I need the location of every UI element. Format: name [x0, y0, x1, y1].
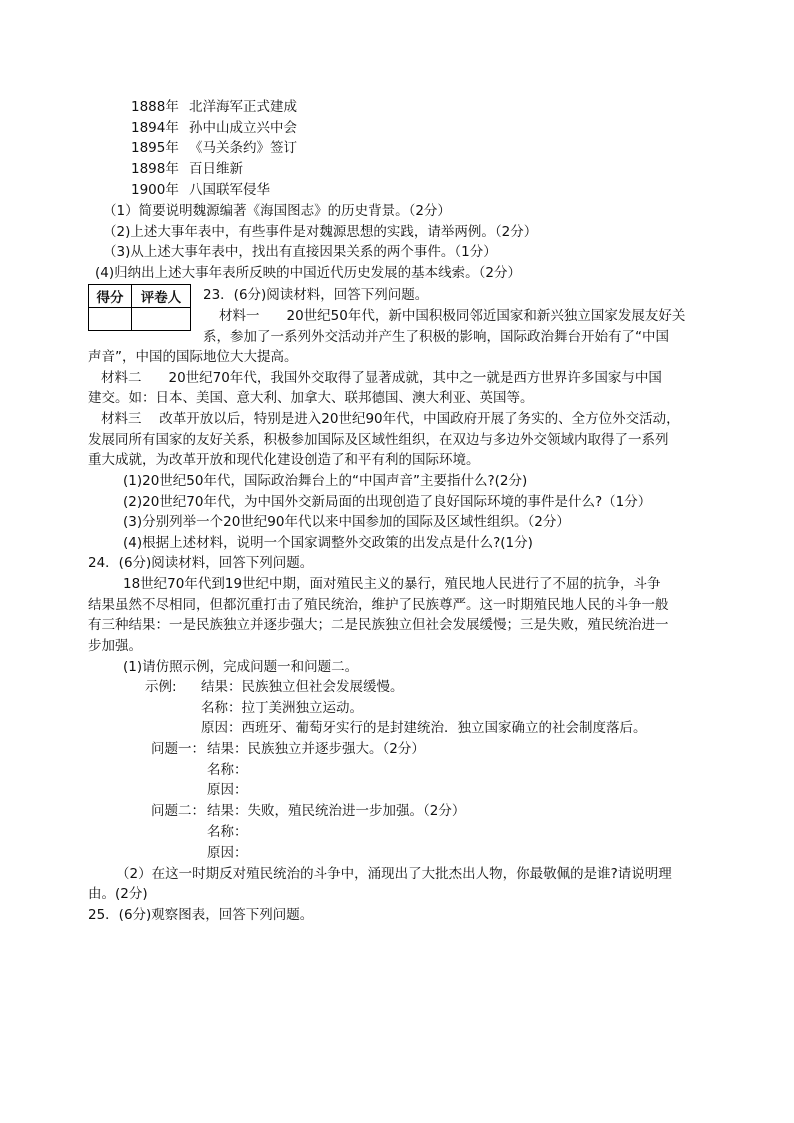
q24-paragraph: 有三种结果：一是民族独立并逐步强大；二是民族独立但社会发展缓慢；三是失败，殖民统治进一	[88, 617, 669, 633]
q24-paragraph: 结果虽然不尽相同，但都沉重打击了殖民统治，维护了民族尊严。这一时期殖民地人民的斗争一般	[88, 597, 669, 613]
problem-two-label: 问题二：	[151, 803, 205, 819]
q23-material1: 材料一 20世纪50年代，新中国积极同邻近国家和新兴独立国家发展友好关	[219, 308, 686, 324]
timeline-event: 百日维新	[189, 161, 243, 177]
example-reason: 原因：西班牙、葡萄牙实行的是封建统治．独立国家确立的社会制度落后。	[201, 720, 647, 736]
q23-sub1: (1)20世纪50年代，国际政治舞台上的“中国声音”主要指什么?(2分)	[123, 473, 528, 489]
q22-sub3: （3)从上述大事年表中，找出有直接因果关系的两个事件。（1分）	[103, 244, 497, 260]
problem-one-label: 问题一：	[151, 741, 205, 757]
q23-material1: 声音”，中国的国际地位大大提高。	[88, 349, 298, 365]
q23-material2: 建交。如：日本、美国、意大利、加拿大、联邦德国、澳大利亚、英国等。	[88, 390, 534, 406]
q23-sub2: (2)20世纪70年代，为中国外交新局面的出现创造了良好国际环境的事件是什么?（1分）	[123, 494, 652, 510]
q23-material1: 系，参加了一系列外交活动并产生了积极的影响，国际政治舞台开始有了“中国	[203, 329, 669, 345]
reviewer-cell	[132, 308, 191, 331]
timeline-year: 1895年	[131, 140, 179, 156]
score-header: 得分	[89, 285, 132, 308]
timeline-year: 1898年	[131, 161, 179, 177]
problem-one-name-label: 名称：	[207, 762, 248, 778]
timeline-event: 八国联军侵华	[189, 182, 270, 198]
q24-sub2: 由。(2分)	[88, 886, 148, 902]
q25-title: 25．(6分)观察图表，回答下列问题。	[88, 907, 314, 923]
q23-title: 23．(6分)阅读材料，回答下列问题。	[203, 287, 429, 303]
problem-two-result: 结果：失败，殖民统治进一步加强。（2分）	[207, 803, 466, 819]
timeline-year: 1894年	[131, 120, 179, 136]
q24-title: 24．(6分)阅读材料，回答下列问题。	[88, 555, 314, 571]
q23-material2: 材料二 20世纪70年代，我国外交取得了显著成就，其中之一就是西方世界许多国家与中国	[101, 370, 662, 386]
example-label: 示例:	[145, 679, 177, 695]
q24-paragraph: 步加强。	[88, 638, 142, 654]
problem-two-reason-label: 原因：	[207, 845, 248, 861]
q22-sub2: （2)上述大事年表中，有些事件是对魏源思想的实践，请举两例。（2分）	[103, 224, 538, 240]
timeline-event: 孙中山成立兴中会	[189, 120, 297, 136]
q23-material3: 发展同所有国家的友好关系，积极参加国际及区域性组织，在双边与多边外交领域内取得了一系列	[88, 432, 669, 448]
timeline-event: 北洋海军正式建成	[189, 99, 297, 115]
example-name: 名称：拉丁美洲独立运动。	[201, 700, 363, 716]
q22-sub4: (4)归纳出上述大事年表所反映的中国近代历史发展的基本线索。（2分）	[95, 265, 521, 281]
reviewer-header: 评卷人	[132, 285, 191, 308]
q23-sub4: (4)根据上述材料，说明一个国家调整外交政策的出发点是什么?(1分)	[123, 535, 533, 551]
problem-two-name-label: 名称：	[207, 824, 248, 840]
problem-one-reason-label: 原因：	[207, 782, 248, 798]
score-box	[88, 284, 191, 331]
q24-sub1: (1)请仿照示例，完成问题一和问题二。	[123, 659, 359, 675]
problem-one-result: 结果：民族独立并逐步强大。（2分）	[207, 741, 425, 757]
timeline-year: 1888年	[131, 99, 179, 115]
timeline-event: 《马关条约》签订	[189, 140, 297, 156]
score-cell	[89, 308, 132, 331]
q23-material3: 重大成就，为改革开放和现代化建设创造了和平有利的国际环境。	[88, 452, 480, 468]
q24-sub2: （2）在这一时期反对殖民统治的斗争中，涌现出了大批杰出人物，你最敬佩的是谁?请说明理	[116, 866, 672, 882]
q23-material3: 材料三 改革开放以后，特别是进入20世纪90年代，中国政府开展了务实的、全方位外交活动，	[101, 411, 680, 427]
q24-paragraph: 18世纪70年代到19世纪中期，面对殖民主义的暴行，殖民地人民进行了不屈的抗争，斗争	[123, 576, 661, 592]
q22-sub1: （1）简要说明魏源编著《海国图志》的历史背景。（2分）	[103, 203, 451, 219]
timeline-year: 1900年	[131, 182, 179, 198]
example-result: 结果：民族独立但社会发展缓慢。	[201, 679, 404, 695]
q23-sub3: (3)分别列举一个20世纪90年代以来中国参加的国际及区域性组织。（2分）	[123, 514, 570, 530]
